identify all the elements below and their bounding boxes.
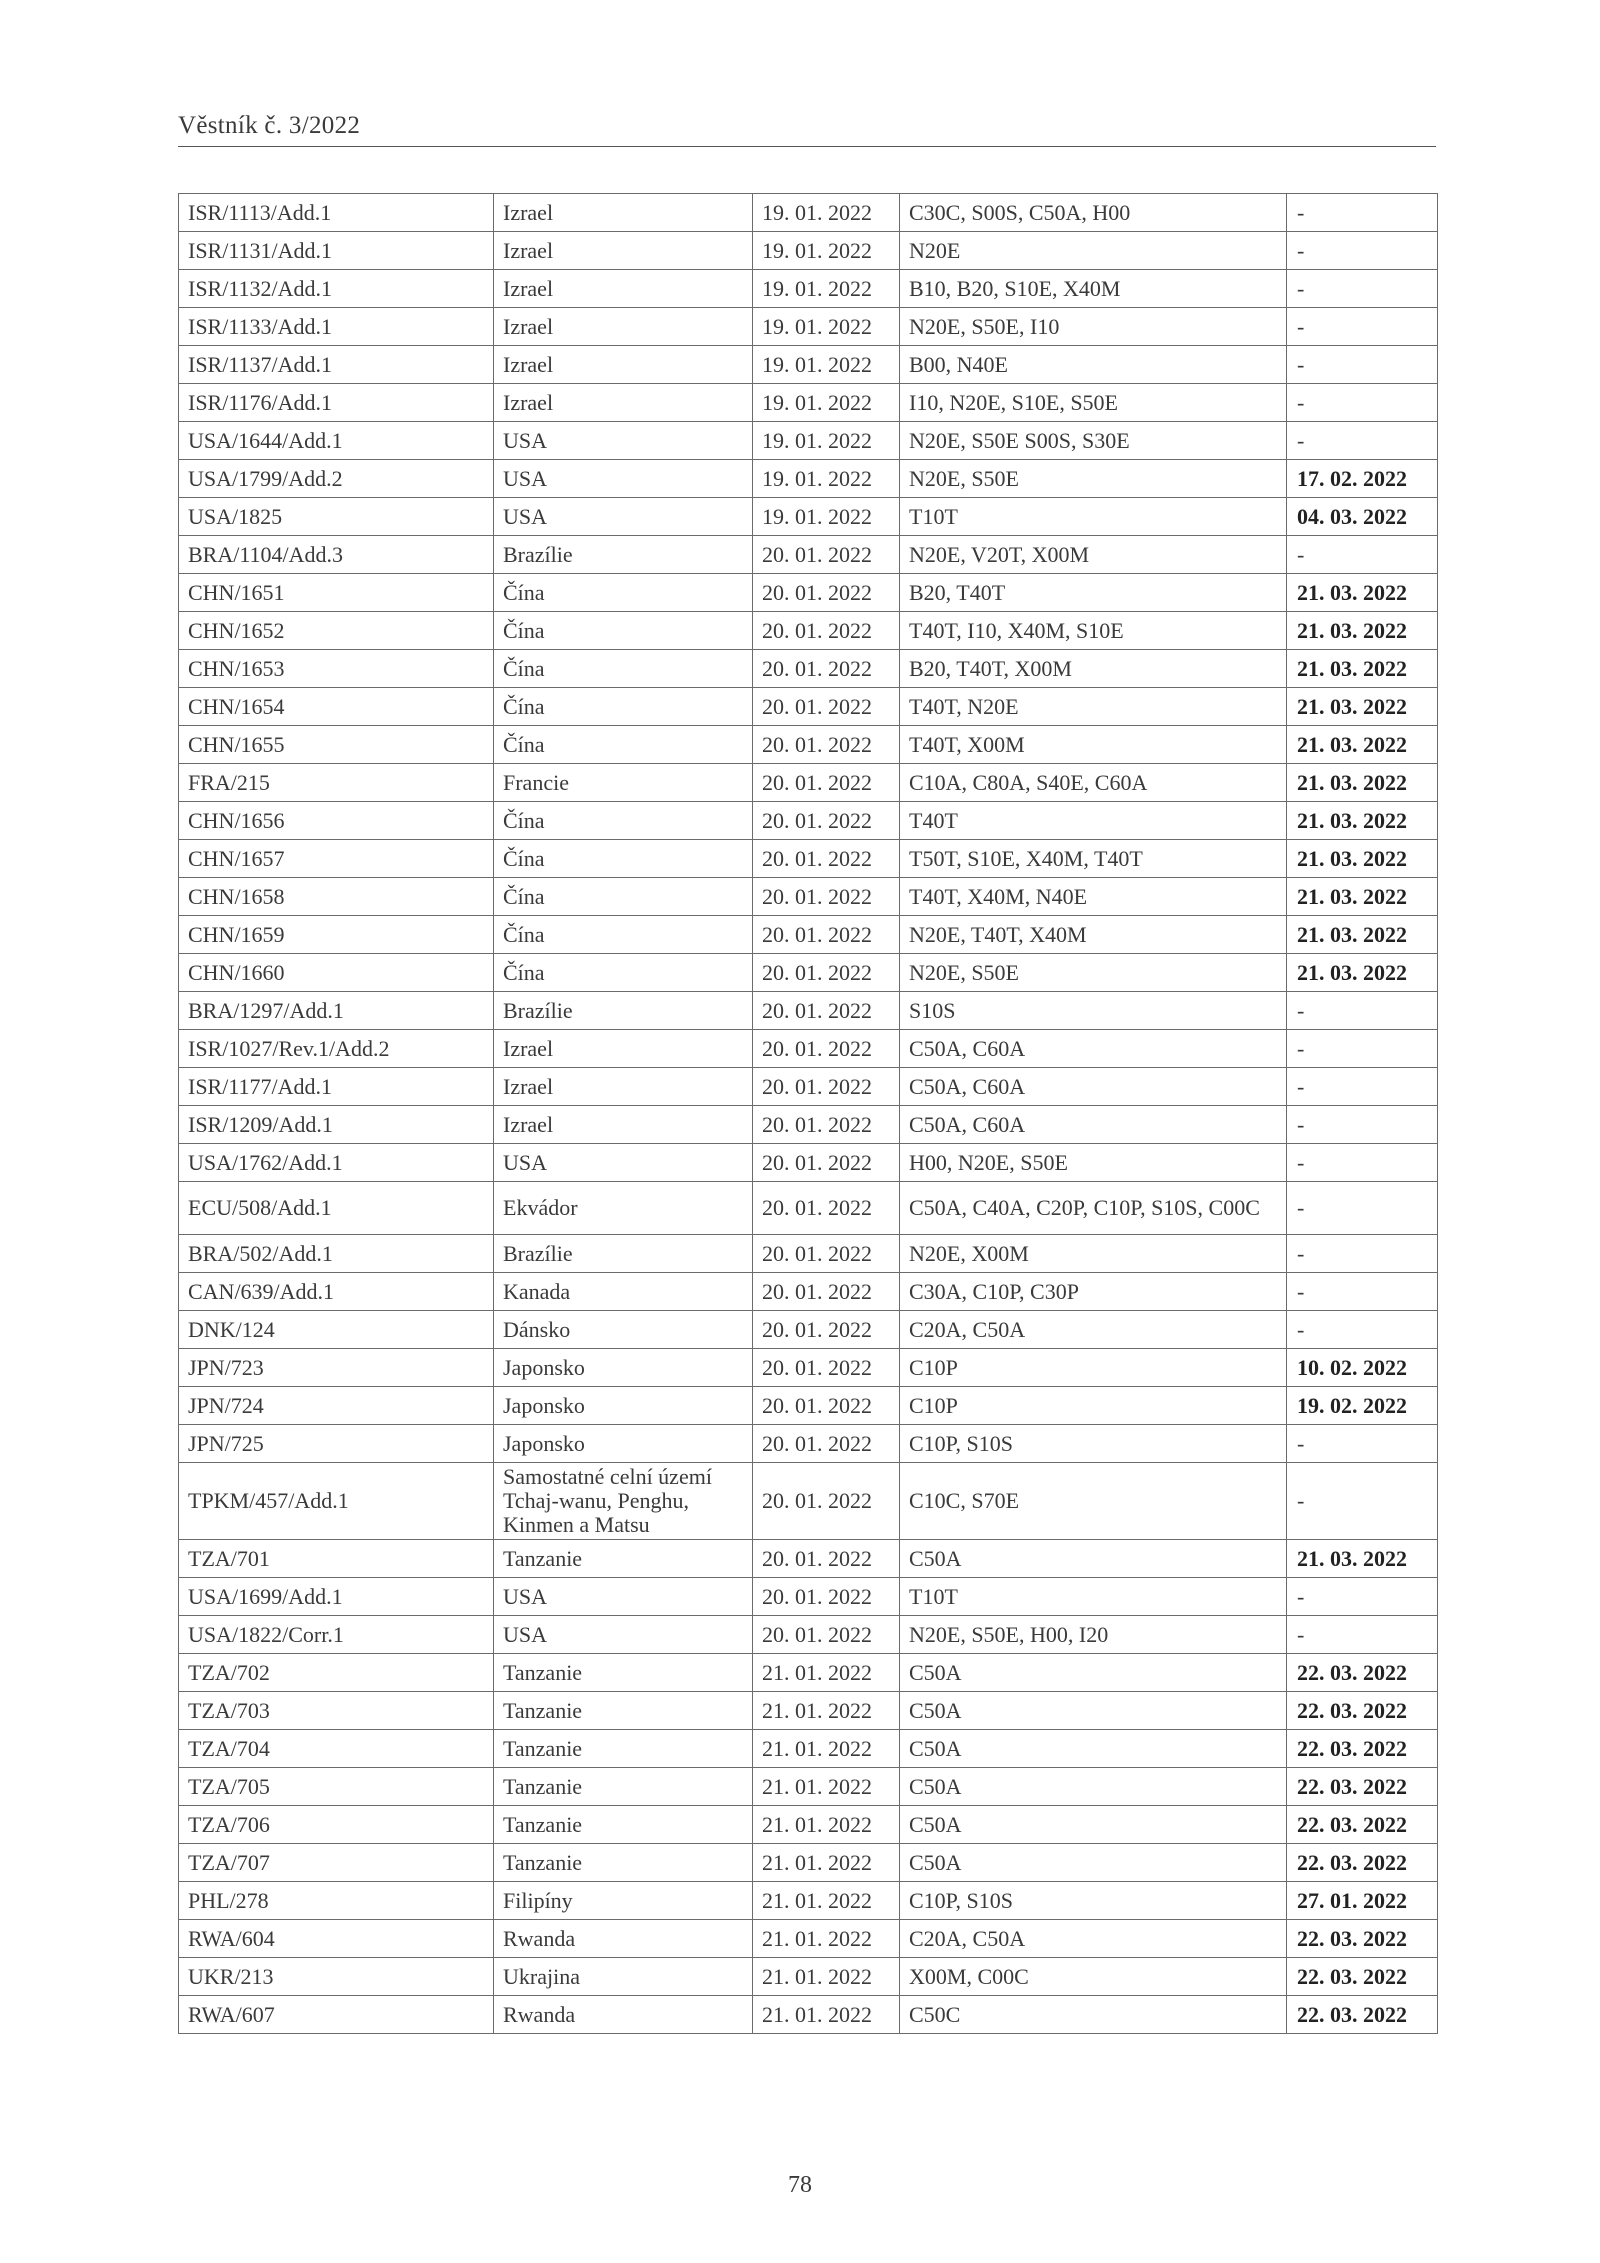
table-row <box>179 270 1438 308</box>
country-cell: Ekvádor <box>494 1182 753 1235</box>
date-cell: 19. 01. 2022 <box>753 422 900 460</box>
document-code-cell: TZA/704 <box>179 1730 494 1768</box>
country-cell: Čína <box>494 574 753 612</box>
deadline-cell: 21. 03. 2022 <box>1287 1540 1438 1578</box>
deadline-cell: - <box>1287 1463 1438 1540</box>
country-cell: Ukrajina <box>494 1958 753 1996</box>
country-cell: Čína <box>494 688 753 726</box>
codes-cell: I10, N20E, S10E, S50E <box>900 384 1287 422</box>
codes-cell: N20E <box>900 232 1287 270</box>
table-row <box>179 1273 1438 1311</box>
codes-cell: N20E, S50E, I10 <box>900 308 1287 346</box>
country-cell: Brazílie <box>494 992 753 1030</box>
country-cell: Izrael <box>494 232 753 270</box>
country-cell: USA <box>494 422 753 460</box>
document-code-cell: BRA/1104/Add.3 <box>179 536 494 574</box>
table-row <box>179 346 1438 384</box>
codes-cell: X00M, C00C <box>900 1958 1287 1996</box>
document-code-cell: BRA/1297/Add.1 <box>179 992 494 1030</box>
deadline-cell: - <box>1287 346 1438 384</box>
notifications-table <box>178 193 1438 2034</box>
codes-cell: T50T, S10E, X40M, T40T <box>900 840 1287 878</box>
deadline-cell: - <box>1287 536 1438 574</box>
codes-cell: B20, T40T <box>900 574 1287 612</box>
date-cell: 21. 01. 2022 <box>753 1654 900 1692</box>
codes-cell: C50A <box>900 1540 1287 1578</box>
deadline-cell: - <box>1287 1578 1438 1616</box>
codes-cell: B00, N40E <box>900 346 1287 384</box>
document-code-cell: ISR/1209/Add.1 <box>179 1106 494 1144</box>
country-cell: Japonsko <box>494 1425 753 1463</box>
country-cell: USA <box>494 1616 753 1654</box>
document-code-cell: PHL/278 <box>179 1882 494 1920</box>
country-cell: USA <box>494 498 753 536</box>
codes-cell: C10P, S10S <box>900 1425 1287 1463</box>
document-code-cell: CHN/1653 <box>179 650 494 688</box>
codes-cell: C50A <box>900 1806 1287 1844</box>
country-cell: Brazílie <box>494 1235 753 1273</box>
codes-cell: C30C, S00S, C50A, H00 <box>900 194 1287 232</box>
document-code-cell: USA/1699/Add.1 <box>179 1578 494 1616</box>
deadline-cell: - <box>1287 992 1438 1030</box>
country-cell: Filipíny <box>494 1882 753 1920</box>
document-code-cell: USA/1825 <box>179 498 494 536</box>
country-cell: Čína <box>494 840 753 878</box>
table-row <box>179 840 1438 878</box>
table-row <box>179 1768 1438 1806</box>
codes-cell: C10P, S10S <box>900 1882 1287 1920</box>
deadline-cell: 22. 03. 2022 <box>1287 1996 1438 2034</box>
country-cell: Dánsko <box>494 1311 753 1349</box>
country-cell: Tanzanie <box>494 1540 753 1578</box>
date-cell: 20. 01. 2022 <box>753 650 900 688</box>
deadline-cell: 21. 03. 2022 <box>1287 878 1438 916</box>
country-cell: Rwanda <box>494 1920 753 1958</box>
deadline-cell: 10. 02. 2022 <box>1287 1349 1438 1387</box>
codes-cell: C50A <box>900 1768 1287 1806</box>
date-cell: 20. 01. 2022 <box>753 1235 900 1273</box>
codes-cell: T40T <box>900 802 1287 840</box>
table-row <box>179 1844 1438 1882</box>
codes-cell: C10P <box>900 1349 1287 1387</box>
document-code-cell: TZA/702 <box>179 1654 494 1692</box>
document-code-cell: RWA/604 <box>179 1920 494 1958</box>
deadline-cell: 21. 03. 2022 <box>1287 764 1438 802</box>
table-row <box>179 1920 1438 1958</box>
date-cell: 20. 01. 2022 <box>753 954 900 992</box>
table-row <box>179 992 1438 1030</box>
table-row <box>179 1806 1438 1844</box>
document-code-cell: USA/1822/Corr.1 <box>179 1616 494 1654</box>
deadline-cell: - <box>1287 1068 1438 1106</box>
document-code-cell: ISR/1176/Add.1 <box>179 384 494 422</box>
document-code-cell: CHN/1656 <box>179 802 494 840</box>
table-row <box>179 1106 1438 1144</box>
deadline-cell: - <box>1287 1182 1438 1235</box>
deadline-cell: - <box>1287 1235 1438 1273</box>
deadline-cell: - <box>1287 1311 1438 1349</box>
date-cell: 21. 01. 2022 <box>753 1768 900 1806</box>
table-row <box>179 1349 1438 1387</box>
deadline-cell: - <box>1287 1106 1438 1144</box>
table-row <box>179 1730 1438 1768</box>
date-cell: 20. 01. 2022 <box>753 688 900 726</box>
codes-cell: C20A, C50A <box>900 1920 1287 1958</box>
codes-cell: C50A <box>900 1730 1287 1768</box>
codes-cell: B20, T40T, X00M <box>900 650 1287 688</box>
document-code-cell: RWA/607 <box>179 1996 494 2034</box>
codes-cell: T40T, X40M, N40E <box>900 878 1287 916</box>
codes-cell: T10T <box>900 1578 1287 1616</box>
table-row <box>179 1235 1438 1273</box>
deadline-cell: 21. 03. 2022 <box>1287 688 1438 726</box>
date-cell: 20. 01. 2022 <box>753 1182 900 1235</box>
document-code-cell: ISR/1133/Add.1 <box>179 308 494 346</box>
country-cell: Izrael <box>494 1030 753 1068</box>
country-cell: Francie <box>494 764 753 802</box>
date-cell: 20. 01. 2022 <box>753 992 900 1030</box>
table-row <box>179 536 1438 574</box>
date-cell: 20. 01. 2022 <box>753 536 900 574</box>
deadline-cell: 22. 03. 2022 <box>1287 1654 1438 1692</box>
deadline-cell: - <box>1287 1616 1438 1654</box>
deadline-cell: - <box>1287 422 1438 460</box>
codes-cell: C10A, C80A, S40E, C60A <box>900 764 1287 802</box>
codes-cell: C30A, C10P, C30P <box>900 1273 1287 1311</box>
document-code-cell: CHN/1652 <box>179 612 494 650</box>
codes-cell: N20E, T40T, X40M <box>900 916 1287 954</box>
table-body <box>179 194 1438 2034</box>
deadline-cell: 21. 03. 2022 <box>1287 802 1438 840</box>
country-cell: Izrael <box>494 1068 753 1106</box>
table-row <box>179 1958 1438 1996</box>
country-cell: USA <box>494 460 753 498</box>
date-cell: 19. 01. 2022 <box>753 270 900 308</box>
country-cell: Čína <box>494 802 753 840</box>
deadline-cell: 22. 03. 2022 <box>1287 1920 1438 1958</box>
country-cell: Čína <box>494 916 753 954</box>
country-cell: Čína <box>494 726 753 764</box>
country-cell: Samostatné celní území Tchaj-wanu, Penghu, Kinmen a Matsu <box>494 1463 753 1540</box>
table-row <box>179 916 1438 954</box>
codes-cell: N20E, V20T, X00M <box>900 536 1287 574</box>
table-row <box>179 1311 1438 1349</box>
codes-cell: T40T, N20E <box>900 688 1287 726</box>
table-row <box>179 726 1438 764</box>
table-row <box>179 308 1438 346</box>
document-code-cell: FRA/215 <box>179 764 494 802</box>
country-cell: Japonsko <box>494 1387 753 1425</box>
date-cell: 21. 01. 2022 <box>753 1806 900 1844</box>
country-cell: Izrael <box>494 308 753 346</box>
document-code-cell: UKR/213 <box>179 1958 494 1996</box>
date-cell: 20. 01. 2022 <box>753 612 900 650</box>
document-code-cell: CHN/1655 <box>179 726 494 764</box>
document-code-cell: JPN/725 <box>179 1425 494 1463</box>
codes-cell: C50A <box>900 1654 1287 1692</box>
date-cell: 20. 01. 2022 <box>753 1616 900 1654</box>
table-row <box>179 1144 1438 1182</box>
country-cell: Tanzanie <box>494 1654 753 1692</box>
deadline-cell: 17. 02. 2022 <box>1287 460 1438 498</box>
document-code-cell: ISR/1027/Rev.1/Add.2 <box>179 1030 494 1068</box>
date-cell: 20. 01. 2022 <box>753 1425 900 1463</box>
deadline-cell: 21. 03. 2022 <box>1287 840 1438 878</box>
date-cell: 19. 01. 2022 <box>753 232 900 270</box>
table-row <box>179 1030 1438 1068</box>
deadline-cell: 21. 03. 2022 <box>1287 916 1438 954</box>
date-cell: 20. 01. 2022 <box>753 764 900 802</box>
document-code-cell: CHN/1654 <box>179 688 494 726</box>
table-row <box>179 194 1438 232</box>
document-code-cell: ISR/1131/Add.1 <box>179 232 494 270</box>
date-cell: 20. 01. 2022 <box>753 1068 900 1106</box>
document-code-cell: TPKM/457/Add.1 <box>179 1463 494 1540</box>
country-cell: Tanzanie <box>494 1768 753 1806</box>
codes-cell: S10S <box>900 992 1287 1030</box>
table-row <box>179 1425 1438 1463</box>
deadline-cell: - <box>1287 384 1438 422</box>
date-cell: 20. 01. 2022 <box>753 878 900 916</box>
date-cell: 19. 01. 2022 <box>753 498 900 536</box>
country-cell: Kanada <box>494 1273 753 1311</box>
document-code-cell: CHN/1658 <box>179 878 494 916</box>
table-row <box>179 498 1438 536</box>
deadline-cell: - <box>1287 1144 1438 1182</box>
deadline-cell: 21. 03. 2022 <box>1287 954 1438 992</box>
document-code-cell: ISR/1113/Add.1 <box>179 194 494 232</box>
document-code-cell: CAN/639/Add.1 <box>179 1273 494 1311</box>
deadline-cell: 27. 01. 2022 <box>1287 1882 1438 1920</box>
codes-cell: C10C, S70E <box>900 1463 1287 1540</box>
date-cell: 20. 01. 2022 <box>753 574 900 612</box>
country-cell: Tanzanie <box>494 1692 753 1730</box>
date-cell: 20. 01. 2022 <box>753 1144 900 1182</box>
date-cell: 20. 01. 2022 <box>753 1387 900 1425</box>
country-cell: Tanzanie <box>494 1730 753 1768</box>
codes-cell: C50A, C60A <box>900 1030 1287 1068</box>
codes-cell: C50A <box>900 1844 1287 1882</box>
country-cell: Čína <box>494 878 753 916</box>
country-cell: Tanzanie <box>494 1844 753 1882</box>
date-cell: 20. 01. 2022 <box>753 1106 900 1144</box>
date-cell: 21. 01. 2022 <box>753 1958 900 1996</box>
country-cell: USA <box>494 1144 753 1182</box>
country-cell: USA <box>494 1578 753 1616</box>
date-cell: 20. 01. 2022 <box>753 1030 900 1068</box>
codes-cell: N20E, X00M <box>900 1235 1287 1273</box>
deadline-cell: - <box>1287 1273 1438 1311</box>
document-code-cell: CHN/1660 <box>179 954 494 992</box>
table-row <box>179 650 1438 688</box>
codes-cell: T10T <box>900 498 1287 536</box>
document-code-cell: USA/1799/Add.2 <box>179 460 494 498</box>
country-cell: Izrael <box>494 384 753 422</box>
date-cell: 20. 01. 2022 <box>753 1349 900 1387</box>
codes-cell: C50A, C60A <box>900 1068 1287 1106</box>
deadline-cell: - <box>1287 1425 1438 1463</box>
document-code-cell: ISR/1177/Add.1 <box>179 1068 494 1106</box>
country-cell: Čína <box>494 650 753 688</box>
date-cell: 19. 01. 2022 <box>753 460 900 498</box>
date-cell: 21. 01. 2022 <box>753 1920 900 1958</box>
codes-cell: H00, N20E, S50E <box>900 1144 1287 1182</box>
table-row <box>179 1578 1438 1616</box>
table-row <box>179 232 1438 270</box>
date-cell: 19. 01. 2022 <box>753 346 900 384</box>
date-cell: 20. 01. 2022 <box>753 916 900 954</box>
codes-cell: N20E, S50E <box>900 460 1287 498</box>
table-row <box>179 954 1438 992</box>
country-cell: Brazílie <box>494 536 753 574</box>
country-cell: Čína <box>494 612 753 650</box>
table-row <box>179 1616 1438 1654</box>
table-row <box>179 612 1438 650</box>
deadline-cell: 22. 03. 2022 <box>1287 1958 1438 1996</box>
date-cell: 19. 01. 2022 <box>753 194 900 232</box>
date-cell: 20. 01. 2022 <box>753 802 900 840</box>
document-code-cell: JPN/723 <box>179 1349 494 1387</box>
codes-cell: N20E, S50E S00S, S30E <box>900 422 1287 460</box>
table-row <box>179 384 1438 422</box>
date-cell: 20. 01. 2022 <box>753 1578 900 1616</box>
codes-cell: C50A, C60A <box>900 1106 1287 1144</box>
country-cell: Rwanda <box>494 1996 753 2034</box>
document-code-cell: USA/1762/Add.1 <box>179 1144 494 1182</box>
date-cell: 21. 01. 2022 <box>753 1730 900 1768</box>
date-cell: 21. 01. 2022 <box>753 1996 900 2034</box>
document-code-cell: TZA/703 <box>179 1692 494 1730</box>
codes-cell: N20E, S50E <box>900 954 1287 992</box>
document-code-cell: CHN/1657 <box>179 840 494 878</box>
deadline-cell: 21. 03. 2022 <box>1287 650 1438 688</box>
deadline-cell: 04. 03. 2022 <box>1287 498 1438 536</box>
deadline-cell: 22. 03. 2022 <box>1287 1806 1438 1844</box>
codes-cell: T40T, X00M <box>900 726 1287 764</box>
date-cell: 21. 01. 2022 <box>753 1692 900 1730</box>
document-code-cell: BRA/502/Add.1 <box>179 1235 494 1273</box>
deadline-cell: - <box>1287 270 1438 308</box>
table-row <box>179 688 1438 726</box>
country-cell: Izrael <box>494 346 753 384</box>
country-cell: Izrael <box>494 270 753 308</box>
table-row <box>179 422 1438 460</box>
codes-cell: B10, B20, S10E, X40M <box>900 270 1287 308</box>
codes-cell: C50A, C40A, C20P, C10P, S10S, C00C <box>900 1182 1287 1235</box>
table-row <box>179 878 1438 916</box>
country-cell: Čína <box>494 954 753 992</box>
table-row <box>179 802 1438 840</box>
codes-cell: T40T, I10, X40M, S10E <box>900 612 1287 650</box>
deadline-cell: 21. 03. 2022 <box>1287 612 1438 650</box>
document-code-cell: DNK/124 <box>179 1311 494 1349</box>
document-code-cell: ECU/508/Add.1 <box>179 1182 494 1235</box>
country-cell: Izrael <box>494 194 753 232</box>
document-code-cell: ISR/1137/Add.1 <box>179 346 494 384</box>
date-cell: 20. 01. 2022 <box>753 1540 900 1578</box>
document-code-cell: TZA/707 <box>179 1844 494 1882</box>
page-number: 78 <box>788 2172 812 2198</box>
deadline-cell: 22. 03. 2022 <box>1287 1692 1438 1730</box>
codes-cell: N20E, S50E, H00, I20 <box>900 1616 1287 1654</box>
journal-title: Věstník č. 3/2022 <box>178 112 361 139</box>
table-row <box>179 1540 1438 1578</box>
document-code-cell: USA/1644/Add.1 <box>179 422 494 460</box>
date-cell: 21. 01. 2022 <box>753 1882 900 1920</box>
document-code-cell: TZA/701 <box>179 1540 494 1578</box>
table-row <box>179 1182 1438 1235</box>
codes-cell: C50C <box>900 1996 1287 2034</box>
date-cell: 21. 01. 2022 <box>753 1844 900 1882</box>
date-cell: 20. 01. 2022 <box>753 1463 900 1540</box>
country-cell: Izrael <box>494 1106 753 1144</box>
table-row <box>179 1463 1438 1540</box>
deadline-cell: - <box>1287 308 1438 346</box>
table-row <box>179 1692 1438 1730</box>
table-row <box>179 764 1438 802</box>
country-cell: Tanzanie <box>494 1806 753 1844</box>
document-code-cell: CHN/1659 <box>179 916 494 954</box>
table-row <box>179 1996 1438 2034</box>
codes-cell: C10P <box>900 1387 1287 1425</box>
date-cell: 20. 01. 2022 <box>753 1311 900 1349</box>
table-row <box>179 1654 1438 1692</box>
codes-cell: C50A <box>900 1692 1287 1730</box>
deadline-cell: 19. 02. 2022 <box>1287 1387 1438 1425</box>
table-row <box>179 1882 1438 1920</box>
country-cell: Japonsko <box>494 1349 753 1387</box>
deadline-cell: 21. 03. 2022 <box>1287 574 1438 612</box>
date-cell: 19. 01. 2022 <box>753 308 900 346</box>
document-code-cell: CHN/1651 <box>179 574 494 612</box>
document-code-cell: JPN/724 <box>179 1387 494 1425</box>
deadline-cell: - <box>1287 232 1438 270</box>
table-row <box>179 1387 1438 1425</box>
deadline-cell: 22. 03. 2022 <box>1287 1730 1438 1768</box>
deadline-cell: 22. 03. 2022 <box>1287 1844 1438 1882</box>
deadline-cell: 21. 03. 2022 <box>1287 726 1438 764</box>
date-cell: 20. 01. 2022 <box>753 726 900 764</box>
document-code-cell: TZA/706 <box>179 1806 494 1844</box>
table-row <box>179 574 1438 612</box>
deadline-cell: - <box>1287 1030 1438 1068</box>
document-code-cell: TZA/705 <box>179 1768 494 1806</box>
date-cell: 19. 01. 2022 <box>753 384 900 422</box>
codes-cell: C20A, C50A <box>900 1311 1287 1349</box>
deadline-cell: - <box>1287 194 1438 232</box>
table-row <box>179 460 1438 498</box>
date-cell: 20. 01. 2022 <box>753 840 900 878</box>
document-code-cell: ISR/1132/Add.1 <box>179 270 494 308</box>
running-header <box>178 112 1436 147</box>
deadline-cell: 22. 03. 2022 <box>1287 1768 1438 1806</box>
date-cell: 20. 01. 2022 <box>753 1273 900 1311</box>
table-row <box>179 1068 1438 1106</box>
